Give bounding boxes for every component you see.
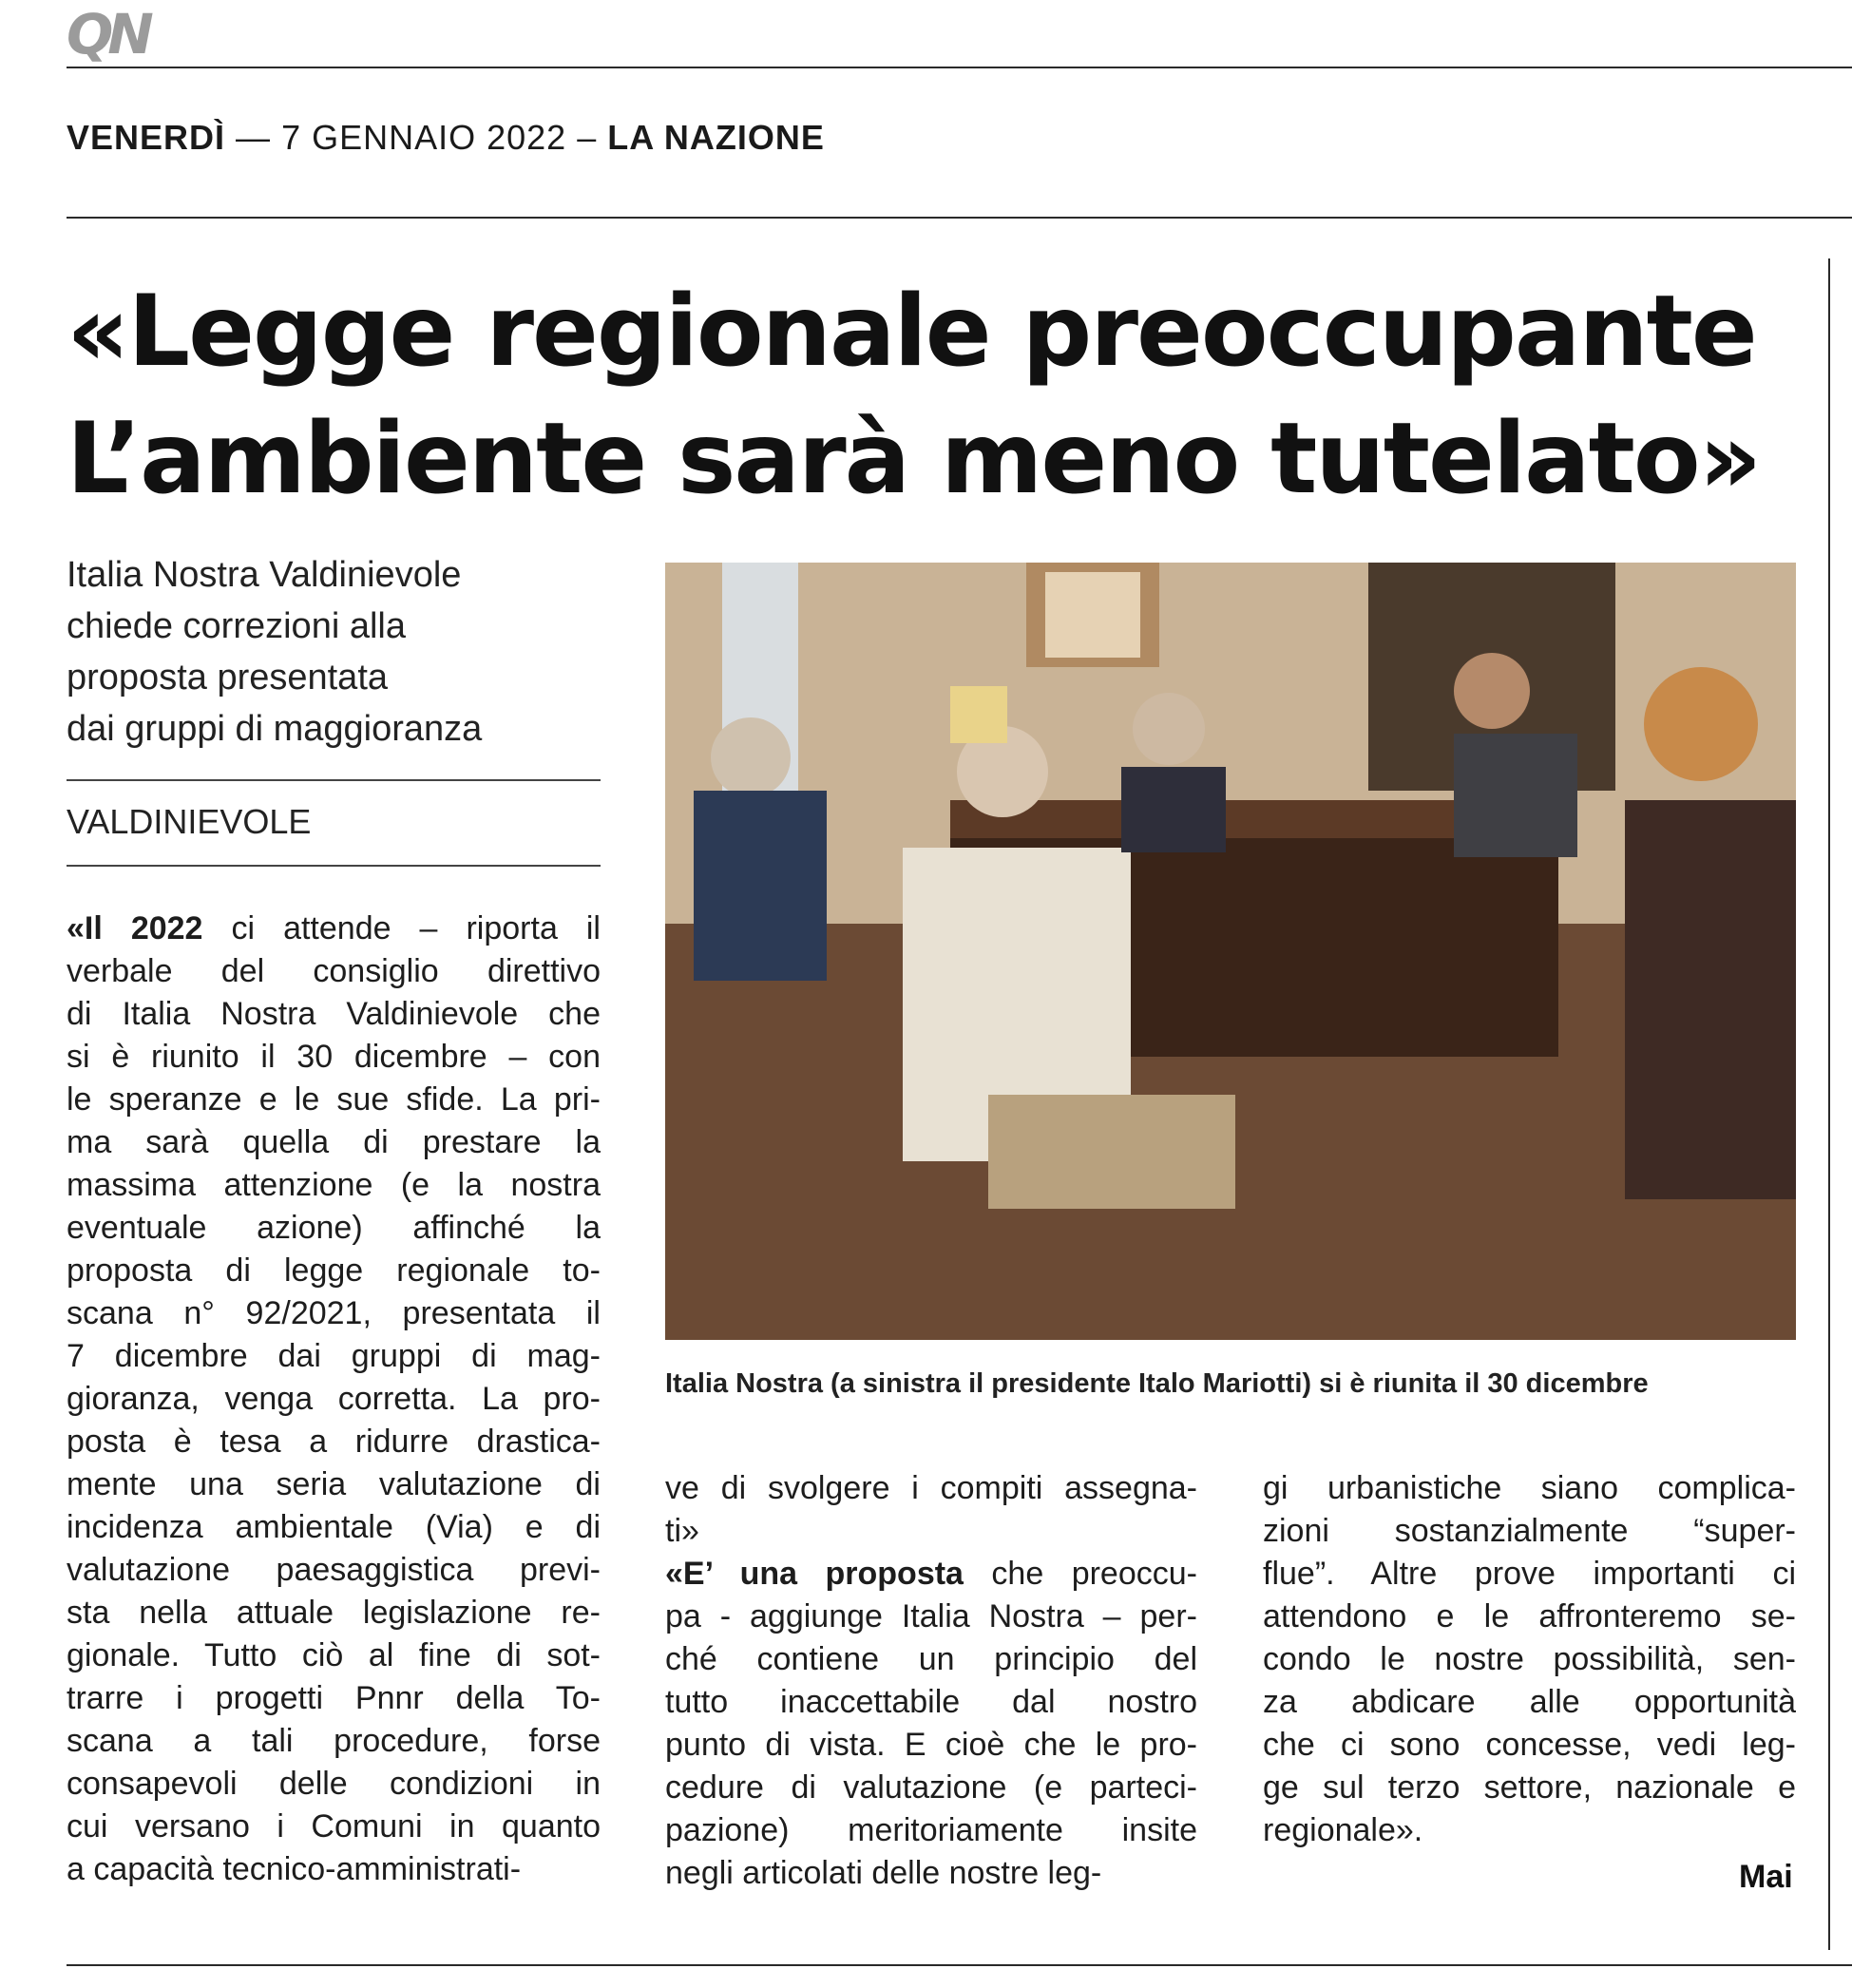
line-text: scana n° 92/2021, presentata il xyxy=(67,1295,601,1331)
line-text: di Italia Nostra Valdinievole che xyxy=(67,996,601,1032)
subhead-line: chiede correzioni alla xyxy=(67,606,406,646)
article-column-2 xyxy=(665,1467,1197,1895)
line-text: 7 dicembre dai gruppi di mag- xyxy=(67,1338,601,1374)
line-text: pa - aggiunge Italia Nostra – per- xyxy=(665,1598,1197,1634)
line-text: ve di svolgere i compiti assegna- xyxy=(665,1470,1197,1506)
text-line xyxy=(1263,1596,1796,1638)
text-line xyxy=(665,1638,1197,1681)
text-line xyxy=(1263,1467,1796,1510)
text-line xyxy=(67,1720,601,1763)
line-text: attendono e le affronteremo se- xyxy=(1263,1598,1796,1634)
article-column-3 xyxy=(1263,1467,1796,1852)
text-line xyxy=(1263,1510,1796,1553)
line-text: si è riunito il 30 dicembre – con xyxy=(67,1039,601,1075)
text-line xyxy=(1263,1553,1796,1596)
text-line xyxy=(67,950,601,993)
lead-in: «Il 2022 xyxy=(67,910,203,946)
separator xyxy=(67,779,601,781)
line-text: ché contiene un principio del xyxy=(665,1641,1197,1677)
line-text: gioranza, venga corretta. La pro- xyxy=(67,1381,601,1417)
text-line xyxy=(67,1549,601,1592)
line-text: za abdicare alle opportunità xyxy=(1263,1684,1796,1720)
subhead-line: dai gruppi di maggioranza xyxy=(67,709,483,749)
text-line xyxy=(665,1681,1197,1724)
line-text: sta nella attuale legislazione re- xyxy=(67,1595,601,1631)
newspaper-logo: QN xyxy=(67,2,148,67)
text-line xyxy=(665,1467,1197,1510)
text-line xyxy=(67,1463,601,1506)
text-line xyxy=(67,1677,601,1720)
headline-line: L’ambiente sarà meno tutelato» xyxy=(67,402,1761,516)
text-line xyxy=(67,1634,601,1677)
text-line xyxy=(665,1767,1197,1809)
top-rule xyxy=(67,67,1852,68)
text-line xyxy=(67,1121,601,1164)
photo-caption: Italia Nostra (a sinistra il presidente Italo Mariotti) si è riunita il 30 dicembre xyxy=(665,1368,1649,1399)
text-line xyxy=(1263,1681,1796,1724)
text-line xyxy=(67,908,601,950)
dash: – xyxy=(577,118,608,157)
bottom-rule xyxy=(67,1964,1852,1966)
text-line xyxy=(67,1506,601,1549)
subheadline xyxy=(67,549,599,755)
meeting-photo xyxy=(665,563,1796,1340)
text-line xyxy=(1263,1638,1796,1681)
line-text: valutazione paesaggistica previ- xyxy=(67,1552,601,1588)
line-text: pazione) meritoriamente insite xyxy=(665,1812,1197,1848)
text-line xyxy=(67,1079,601,1121)
text-line xyxy=(67,1036,601,1079)
line-text: consapevoli delle condizioni in xyxy=(67,1766,601,1802)
text-line xyxy=(665,1510,1197,1553)
line-text: negli articolati delle nostre leg- xyxy=(665,1855,1102,1891)
line-text: condo le nostre possibilità, sen- xyxy=(1263,1641,1796,1677)
line-text: mente una seria valutazione di xyxy=(67,1466,601,1502)
line-text: incidenza ambientale (Via) e di xyxy=(67,1509,601,1545)
text-line xyxy=(1263,1724,1796,1767)
text-line xyxy=(67,1207,601,1250)
text-line xyxy=(67,1378,601,1421)
text-line xyxy=(665,1553,1197,1596)
dateline xyxy=(67,118,825,158)
text-line xyxy=(67,1806,601,1848)
line-text: scana a tali procedure, forse xyxy=(67,1723,601,1759)
line-text: tutto inaccettabile dal nostro xyxy=(665,1684,1197,1720)
line-text: ma sarà quella di prestare la xyxy=(67,1124,601,1160)
line-text: cui versano i Comuni in quanto xyxy=(67,1808,601,1845)
text-line xyxy=(665,1724,1197,1767)
line-text: le speranze e le sue sfide. La pri- xyxy=(67,1081,601,1118)
separator xyxy=(67,865,601,867)
text-line xyxy=(67,1164,601,1207)
text-line xyxy=(67,1292,601,1335)
date-rule xyxy=(67,217,1852,219)
line-text: ci attende – riporta il xyxy=(202,910,601,946)
line-text: trarre i progetti Pnnr della To- xyxy=(67,1680,601,1716)
line-text: che preoccu- xyxy=(963,1556,1197,1592)
line-text: ge sul terzo settore, nazionale e xyxy=(1263,1769,1796,1806)
line-text: che ci sono concesse, vedi leg- xyxy=(1263,1727,1796,1763)
subhead-line: proposta presentata xyxy=(67,658,389,698)
headline xyxy=(67,268,1815,523)
text-line xyxy=(67,1763,601,1806)
line-text: ti» xyxy=(665,1513,699,1549)
line-text: a capacità tecnico-amministrati- xyxy=(67,1851,522,1887)
article-column-1 xyxy=(67,908,601,1891)
text-line xyxy=(67,1592,601,1634)
text-line xyxy=(67,1250,601,1292)
subhead-line: Italia Nostra Valdinievole xyxy=(67,555,462,595)
line-text: massima attenzione (e la nostra xyxy=(67,1167,601,1203)
text-line xyxy=(67,1335,601,1378)
headline-line: «Legge regionale preoccupante xyxy=(67,275,1756,389)
lead-in: «E’ una proposta xyxy=(665,1556,964,1592)
place-label: VALDINIEVOLE xyxy=(67,802,312,841)
issue-date: 7 GENNAIO 2022 xyxy=(281,118,567,157)
text-line xyxy=(67,993,601,1036)
line-text: gionale. Tutto ciò al fine di sot- xyxy=(67,1637,601,1673)
newspaper-name: LA NAZIONE xyxy=(607,118,825,157)
line-text: gi urbanistiche siano complica- xyxy=(1263,1470,1796,1506)
text-line xyxy=(665,1852,1197,1895)
line-text: punto di vista. E cioè che le pro- xyxy=(665,1727,1197,1763)
text-line xyxy=(67,1848,601,1891)
line-text: cedure di valutazione (e parteci- xyxy=(665,1769,1197,1806)
dash: — xyxy=(236,118,282,157)
column-divider xyxy=(1828,258,1830,1950)
text-line xyxy=(67,1421,601,1463)
text-line xyxy=(665,1596,1197,1638)
line-text: eventuale azione) affinché la xyxy=(67,1210,601,1246)
weekday: VENERDÌ xyxy=(67,118,226,157)
line-text: regionale». xyxy=(1263,1812,1423,1848)
text-line xyxy=(1263,1809,1796,1852)
line-text: proposta di legge regionale to- xyxy=(67,1252,601,1289)
line-text: verbale del consiglio direttivo xyxy=(67,953,601,989)
line-text: flue”. Altre prove importanti ci xyxy=(1263,1556,1796,1592)
text-line xyxy=(1263,1767,1796,1809)
line-text: posta è tesa a ridurre drastica- xyxy=(67,1424,601,1460)
line-text: zioni sostanzialmente “super- xyxy=(1263,1513,1796,1549)
text-line xyxy=(665,1809,1197,1852)
author-signature: Mai xyxy=(1739,1859,1793,1895)
